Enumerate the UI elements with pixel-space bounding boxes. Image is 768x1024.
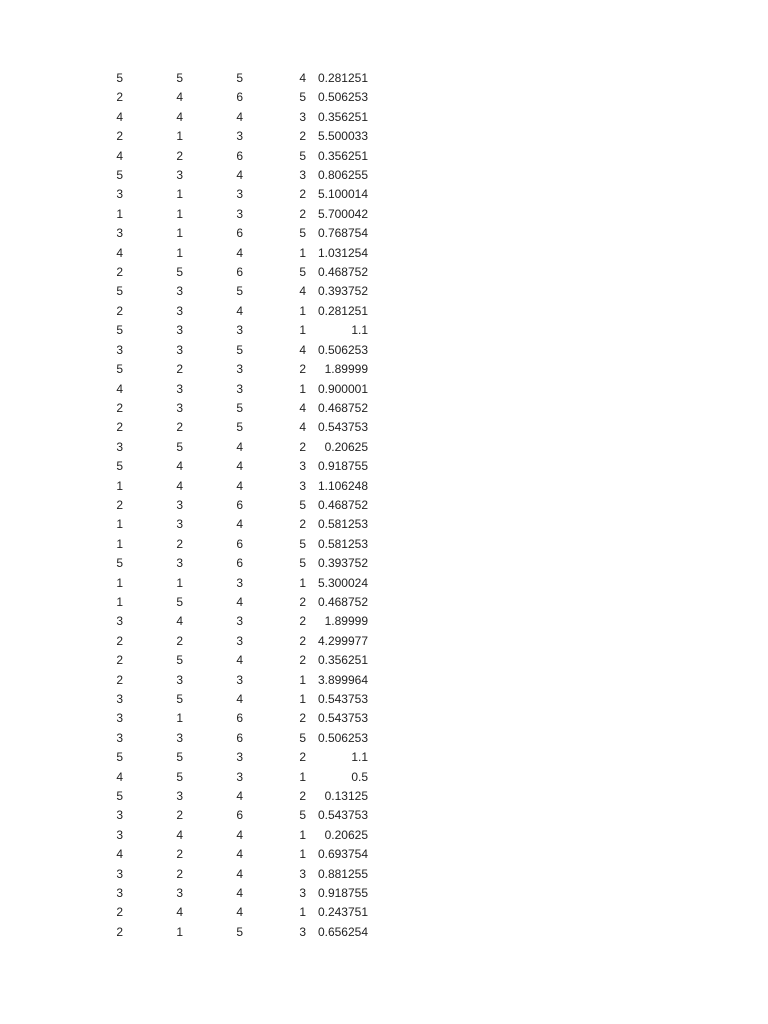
table-cell[interactable]: 3 xyxy=(299,886,306,901)
table-cell[interactable]: 4 xyxy=(236,478,243,493)
table-cell[interactable]: 3 xyxy=(176,730,183,745)
table-cell[interactable]: 0.506253 xyxy=(317,730,368,745)
table-row xyxy=(88,768,368,787)
table-cell[interactable]: 4 xyxy=(236,789,243,804)
table-cell[interactable]: 3 xyxy=(116,866,123,881)
table-row xyxy=(88,690,368,709)
table-cell[interactable]: 5 xyxy=(176,71,183,85)
table-cell[interactable]: 3 xyxy=(236,614,243,629)
table-row xyxy=(88,826,368,845)
table-cell[interactable]: 0.20625 xyxy=(324,827,368,842)
table-cell[interactable]: 5 xyxy=(116,168,123,183)
table-cell[interactable]: 3 xyxy=(176,497,183,512)
table-cell[interactable]: 3 xyxy=(176,789,183,804)
table-cell[interactable]: 5 xyxy=(299,497,306,512)
table-cell[interactable]: 0.543753 xyxy=(317,711,368,726)
table-row xyxy=(88,612,368,631)
table-row xyxy=(88,147,368,166)
table-cell[interactable]: 2 xyxy=(116,420,123,435)
table-cell[interactable]: 0.768754 xyxy=(317,226,368,241)
table-row xyxy=(88,224,368,243)
table-cell[interactable]: 5 xyxy=(236,342,243,357)
table-cell[interactable]: 4 xyxy=(236,653,243,668)
table-row xyxy=(88,399,368,418)
table-row xyxy=(88,321,368,340)
table-cell[interactable]: 5 xyxy=(176,692,183,706)
table-row xyxy=(88,302,368,321)
table-cell[interactable]: 3 xyxy=(236,381,243,396)
table-cell[interactable]: 1 xyxy=(176,129,183,144)
table-cell[interactable]: 3 xyxy=(116,614,123,629)
table-cell[interactable]: 0.506253 xyxy=(317,342,368,357)
table-cell[interactable]: 5 xyxy=(176,439,183,454)
table-cell[interactable]: 0.281251 xyxy=(317,303,368,318)
table-cell[interactable]: 3 xyxy=(299,478,306,493)
table-cell[interactable]: 1 xyxy=(299,827,306,842)
table-cell[interactable]: 2 xyxy=(299,129,306,144)
table-cell[interactable]: 5 xyxy=(299,226,306,241)
table-cell[interactable]: 0.918755 xyxy=(317,886,368,901)
table-cell[interactable]: 3 xyxy=(236,769,243,784)
table-cell[interactable]: 4 xyxy=(299,400,306,415)
table-cell[interactable]: 2 xyxy=(299,594,306,609)
table-cell[interactable]: 2 xyxy=(176,420,183,435)
table-cell[interactable]: 3 xyxy=(116,730,123,745)
table-cell[interactable]: 0.281251 xyxy=(317,71,368,85)
table-row xyxy=(88,166,368,185)
table-row xyxy=(88,360,368,379)
table-cell[interactable]: 2 xyxy=(299,614,306,629)
table-cell[interactable]: 0.393752 xyxy=(317,556,368,571)
table-row xyxy=(88,418,368,437)
table-cell[interactable]: 5 xyxy=(299,90,306,105)
table-cell[interactable]: 1 xyxy=(299,692,306,706)
table-row xyxy=(88,282,368,301)
table-cell[interactable]: 0.900001 xyxy=(317,381,368,396)
table-cell[interactable]: 2 xyxy=(176,362,183,377)
table-cell[interactable]: 3.899964 xyxy=(317,672,368,687)
table-cell[interactable]: 4 xyxy=(236,459,243,474)
table-cell[interactable]: 2 xyxy=(299,653,306,668)
table-cell[interactable]: 3 xyxy=(236,206,243,221)
table-cell[interactable]: 5 xyxy=(176,653,183,668)
table-cell[interactable]: 2 xyxy=(116,633,123,648)
table-cell[interactable]: 4 xyxy=(176,614,183,629)
table-cell[interactable]: 6 xyxy=(236,90,243,105)
table-cell[interactable]: 5 xyxy=(236,284,243,299)
table-cell[interactable]: 1.1 xyxy=(351,750,368,765)
table-cell[interactable]: 1 xyxy=(176,711,183,726)
table-cell[interactable]: 1 xyxy=(299,672,306,687)
table-cell[interactable]: 5 xyxy=(236,71,243,85)
table-cell[interactable]: 5 xyxy=(116,323,123,338)
table-cell[interactable]: 0.581253 xyxy=(317,517,368,532)
table-cell[interactable]: 3 xyxy=(176,400,183,415)
table-row xyxy=(88,574,368,593)
table-cell[interactable]: 2 xyxy=(176,866,183,881)
table-cell[interactable]: 1 xyxy=(299,847,306,862)
table-cell[interactable]: 5.100014 xyxy=(317,187,368,202)
table-cell[interactable]: 1.89999 xyxy=(324,614,368,629)
table-cell[interactable]: 3 xyxy=(176,556,183,571)
table-cell[interactable]: 3 xyxy=(236,672,243,687)
table-cell[interactable]: 0.506253 xyxy=(317,90,368,105)
table-cell[interactable]: 5 xyxy=(176,750,183,765)
table-cell[interactable]: 0.393752 xyxy=(317,284,368,299)
table-row xyxy=(88,593,368,612)
table-cell[interactable]: 5 xyxy=(299,536,306,551)
table-cell[interactable]: 0.543753 xyxy=(317,808,368,823)
table-cell[interactable]: 4 xyxy=(176,109,183,124)
table-cell[interactable]: 3 xyxy=(236,362,243,377)
table-cell[interactable]: 3 xyxy=(116,187,123,202)
table-cell[interactable]: 4 xyxy=(236,109,243,124)
table-cell[interactable]: 0.543753 xyxy=(317,420,368,435)
table-row xyxy=(88,127,368,146)
table-cell[interactable]: 5 xyxy=(176,265,183,280)
table-cell[interactable]: 2 xyxy=(176,633,183,648)
table-cell[interactable]: 3 xyxy=(236,633,243,648)
table-cell[interactable]: 5 xyxy=(299,148,306,163)
table-cell[interactable]: 5 xyxy=(299,265,306,280)
table-cell[interactable]: 3 xyxy=(236,129,243,144)
table-cell[interactable]: 5 xyxy=(236,420,243,435)
table-cell[interactable]: 4 xyxy=(116,245,123,260)
table-cell[interactable]: 3 xyxy=(176,284,183,299)
table-cell[interactable]: 2 xyxy=(299,439,306,454)
table-cell[interactable]: 2 xyxy=(176,808,183,823)
table-cell[interactable]: 5.500033 xyxy=(317,129,368,144)
table-row xyxy=(88,88,368,107)
data-table-body xyxy=(88,69,368,942)
table-cell[interactable]: 5 xyxy=(299,556,306,571)
table-cell[interactable]: 1 xyxy=(116,594,123,609)
table-row xyxy=(88,244,368,263)
table-cell[interactable]: 0.468752 xyxy=(317,400,368,415)
table-row xyxy=(88,671,368,690)
table-cell[interactable]: 1 xyxy=(299,381,306,396)
table-cell[interactable]: 2 xyxy=(299,517,306,532)
table-cell[interactable]: 2 xyxy=(116,265,123,280)
table-cell[interactable]: 1 xyxy=(299,245,306,260)
table-cell[interactable]: 1 xyxy=(299,905,306,920)
table-cell[interactable]: 0.13125 xyxy=(324,789,368,804)
table-cell[interactable]: 5 xyxy=(299,730,306,745)
table-cell[interactable]: 3 xyxy=(116,886,123,901)
table-cell[interactable]: 6 xyxy=(236,711,243,726)
table-cell[interactable]: 5 xyxy=(116,789,123,804)
table-cell[interactable]: 3 xyxy=(236,750,243,765)
table-row xyxy=(88,108,368,127)
table-cell[interactable]: 3 xyxy=(176,886,183,901)
table-cell[interactable]: 1 xyxy=(116,575,123,590)
table-cell[interactable]: 5 xyxy=(236,400,243,415)
table-cell[interactable]: 3 xyxy=(236,575,243,590)
table-cell[interactable]: 0.243751 xyxy=(317,905,368,920)
table-row xyxy=(88,438,368,457)
table-row xyxy=(88,496,368,515)
table-cell[interactable]: 4 xyxy=(236,866,243,881)
table-cell[interactable]: 0.656254 xyxy=(317,924,368,939)
table-row xyxy=(88,205,368,224)
table-cell[interactable]: 2 xyxy=(116,653,123,668)
table-cell[interactable]: 0.468752 xyxy=(317,497,368,512)
table-cell[interactable]: 0.468752 xyxy=(317,265,368,280)
table-cell[interactable]: 3 xyxy=(176,303,183,318)
table-cell[interactable]: 6 xyxy=(236,497,243,512)
table-cell[interactable]: 5 xyxy=(116,556,123,571)
table-cell[interactable]: 2 xyxy=(176,847,183,862)
table-cell[interactable]: 0.693754 xyxy=(317,847,368,862)
table-cell[interactable]: 4 xyxy=(236,827,243,842)
table-cell[interactable]: 1 xyxy=(116,517,123,532)
table-cell[interactable]: 3 xyxy=(116,226,123,241)
table-cell[interactable]: 1 xyxy=(116,478,123,493)
table-cell[interactable]: 2 xyxy=(176,536,183,551)
table-cell[interactable]: 1.106248 xyxy=(317,478,368,493)
table-cell[interactable]: 0.356251 xyxy=(317,653,368,668)
table-row xyxy=(88,865,368,884)
table-cell[interactable]: 2 xyxy=(299,789,306,804)
table-cell[interactable]: 3 xyxy=(116,808,123,823)
table-cell[interactable]: 4 xyxy=(236,517,243,532)
table-cell[interactable]: 6 xyxy=(236,808,243,823)
table-cell[interactable]: 2 xyxy=(299,362,306,377)
table-cell[interactable]: 5.700042 xyxy=(317,206,368,221)
table-cell[interactable]: 4 xyxy=(299,420,306,435)
table-cell[interactable]: 4 xyxy=(176,827,183,842)
table-cell[interactable]: 4 xyxy=(176,478,183,493)
table-row xyxy=(88,185,368,204)
table-cell[interactable]: 3 xyxy=(176,168,183,183)
table-cell[interactable]: 2 xyxy=(299,750,306,765)
table-cell[interactable]: 4 xyxy=(236,886,243,901)
table-cell[interactable]: 4 xyxy=(176,905,183,920)
table-cell[interactable]: 1.1 xyxy=(351,323,368,338)
table-cell[interactable]: 4 xyxy=(176,90,183,105)
table-row xyxy=(88,806,368,825)
table-row xyxy=(88,748,368,767)
table-cell[interactable]: 6 xyxy=(236,536,243,551)
table-cell[interactable]: 4 xyxy=(236,245,243,260)
table-cell[interactable]: 5 xyxy=(176,769,183,784)
table-row xyxy=(88,69,368,88)
table-cell[interactable]: 1.89999 xyxy=(324,362,368,377)
table-cell[interactable]: 1 xyxy=(176,575,183,590)
table-cell[interactable]: 2 xyxy=(116,924,123,939)
table-row xyxy=(88,341,368,360)
table-cell[interactable]: 4 xyxy=(299,342,306,357)
table-cell[interactable]: 2 xyxy=(116,303,123,318)
table-cell[interactable]: 4 xyxy=(236,439,243,454)
table-cell[interactable]: 5 xyxy=(116,459,123,474)
table-cell[interactable]: 2 xyxy=(299,711,306,726)
table-row xyxy=(88,903,368,922)
table-cell[interactable]: 1 xyxy=(299,303,306,318)
table-cell[interactable]: 4 xyxy=(236,168,243,183)
table-cell[interactable]: 1 xyxy=(299,769,306,784)
table-cell[interactable]: 4 xyxy=(236,905,243,920)
table-cell[interactable]: 3 xyxy=(176,517,183,532)
table-cell[interactable]: 2 xyxy=(116,400,123,415)
table-cell[interactable]: 5.300024 xyxy=(317,575,368,590)
table-cell[interactable]: 0.468752 xyxy=(317,594,368,609)
table-cell[interactable]: 1 xyxy=(116,536,123,551)
table-row xyxy=(88,845,368,864)
table-cell[interactable]: 5 xyxy=(116,71,123,85)
table-cell[interactable]: 6 xyxy=(236,730,243,745)
table-cell[interactable]: 0.806255 xyxy=(317,168,368,183)
table-cell[interactable]: 1 xyxy=(116,206,123,221)
table-cell[interactable]: 3 xyxy=(116,711,123,726)
table-cell[interactable]: 1 xyxy=(176,187,183,202)
table-row xyxy=(88,535,368,554)
table-cell[interactable]: 4 xyxy=(116,381,123,396)
table-cell[interactable]: 5 xyxy=(176,594,183,609)
table-cell[interactable]: 2 xyxy=(116,672,123,687)
table-cell[interactable]: 0.881255 xyxy=(317,866,368,881)
table-cell[interactable]: 2 xyxy=(116,905,123,920)
table-cell[interactable]: 6 xyxy=(236,556,243,571)
table-cell[interactable]: 5 xyxy=(299,808,306,823)
table-cell[interactable]: 3 xyxy=(176,381,183,396)
table-row xyxy=(88,380,368,399)
table-cell[interactable]: 5 xyxy=(116,284,123,299)
table-row xyxy=(88,651,368,670)
table-cell[interactable]: 1 xyxy=(176,226,183,241)
table-row xyxy=(88,787,368,806)
table-cell[interactable]: 2 xyxy=(299,206,306,221)
table-cell[interactable]: 2 xyxy=(116,497,123,512)
table-cell[interactable]: 5 xyxy=(116,362,123,377)
data-table xyxy=(88,69,368,942)
table-cell[interactable]: 4 xyxy=(236,303,243,318)
table-cell[interactable]: 4 xyxy=(116,847,123,862)
table-cell[interactable]: 2 xyxy=(116,129,123,144)
table-cell[interactable]: 4 xyxy=(299,284,306,299)
table-cell[interactable]: 3 xyxy=(236,323,243,338)
table-cell[interactable]: 4.299977 xyxy=(317,633,368,648)
table-cell[interactable]: 0.581253 xyxy=(317,536,368,551)
table-cell[interactable]: 4 xyxy=(236,847,243,862)
table-row xyxy=(88,923,368,942)
table-cell[interactable]: 5 xyxy=(236,924,243,939)
table-row xyxy=(88,263,368,282)
table-cell[interactable]: 1 xyxy=(299,323,306,338)
table-cell[interactable]: 0.5 xyxy=(351,769,368,784)
table-cell[interactable]: 0.356251 xyxy=(317,109,368,124)
table-cell[interactable]: 3 xyxy=(176,672,183,687)
table-cell[interactable]: 4 xyxy=(236,594,243,609)
table-cell[interactable]: 4 xyxy=(299,71,306,85)
table-cell[interactable]: 1 xyxy=(176,206,183,221)
table-cell[interactable]: 3 xyxy=(299,866,306,881)
table-cell[interactable]: 1.031254 xyxy=(317,245,368,260)
table-cell[interactable]: 0.543753 xyxy=(317,692,368,706)
table-cell[interactable]: 0.356251 xyxy=(317,148,368,163)
table-cell[interactable]: 0.918755 xyxy=(317,459,368,474)
table-cell[interactable]: 3 xyxy=(236,187,243,202)
table-cell[interactable]: 4 xyxy=(116,769,123,784)
table-cell[interactable]: 3 xyxy=(176,342,183,357)
table-cell[interactable]: 6 xyxy=(236,148,243,163)
table-row xyxy=(88,729,368,748)
table-cell[interactable]: 3 xyxy=(116,827,123,842)
table-cell[interactable]: 1 xyxy=(176,924,183,939)
table-row xyxy=(88,884,368,903)
table-cell[interactable]: 2 xyxy=(116,90,123,105)
table-cell[interactable]: 6 xyxy=(236,265,243,280)
table-cell[interactable]: 4 xyxy=(116,109,123,124)
table-cell[interactable]: 0.20625 xyxy=(324,439,368,454)
table-cell[interactable]: 2 xyxy=(299,633,306,648)
table-cell[interactable]: 3 xyxy=(299,924,306,939)
table-cell[interactable]: 3 xyxy=(116,439,123,454)
table-cell[interactable]: 5 xyxy=(116,750,123,765)
spreadsheet-grid xyxy=(88,69,388,942)
table-cell[interactable]: 1 xyxy=(176,245,183,260)
table-cell[interactable]: 3 xyxy=(176,323,183,338)
table-cell[interactable]: 2 xyxy=(176,148,183,163)
table-cell[interactable]: 3 xyxy=(116,342,123,357)
table-row xyxy=(88,515,368,534)
table-cell[interactable]: 3 xyxy=(116,692,123,706)
table-cell[interactable]: 3 xyxy=(299,168,306,183)
table-cell[interactable]: 4 xyxy=(236,692,243,706)
table-row xyxy=(88,477,368,496)
table-cell[interactable]: 6 xyxy=(236,226,243,241)
table-cell[interactable]: 2 xyxy=(299,187,306,202)
table-row xyxy=(88,457,368,476)
table-cell[interactable]: 1 xyxy=(299,575,306,590)
table-row xyxy=(88,709,368,728)
table-row xyxy=(88,632,368,651)
table-row xyxy=(88,554,368,573)
table-cell[interactable]: 4 xyxy=(116,148,123,163)
table-cell[interactable]: 3 xyxy=(299,459,306,474)
table-cell[interactable]: 3 xyxy=(299,109,306,124)
table-cell[interactable]: 4 xyxy=(176,459,183,474)
